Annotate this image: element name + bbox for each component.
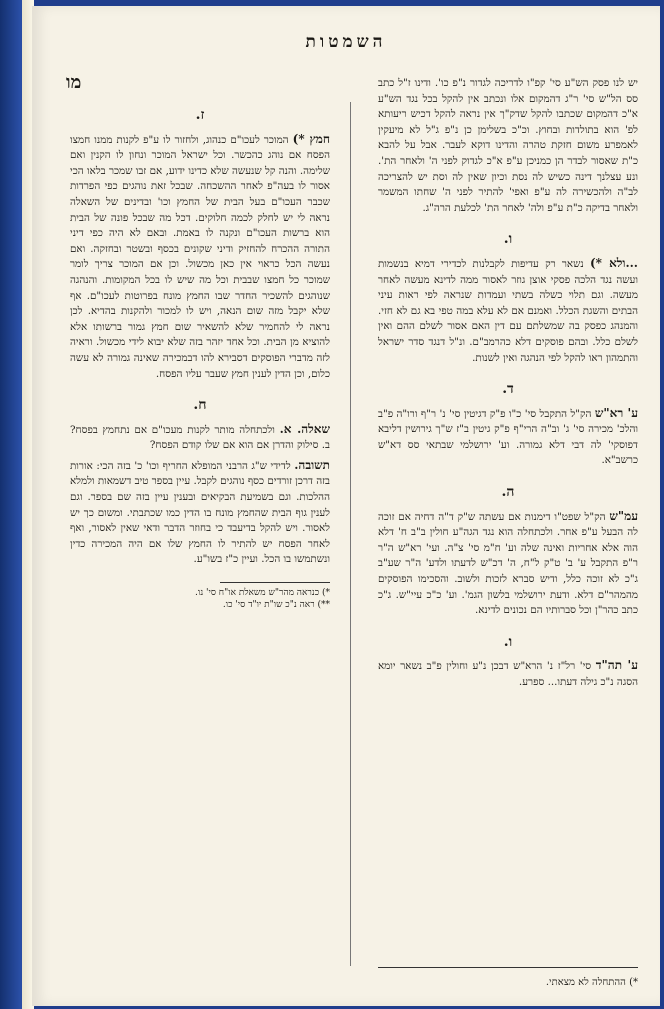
footnote: **) ראה נ"כ שו"ת יו"ד סי' כו. <box>222 600 330 611</box>
section-text: נשאר רק עדיפות לקבלנות לכדירי דמיא בנשמות ועשה נגד הלכה פסקי אוצן גוזר לאסור ממה לדינא מעשה לאחר מעשה. וגם תלוי כשלה בשתי ועמדות שנראה לפי ראות עיני הבתים והשגת הכלל. ואמנם אם לא עלא במה טפי בא גם לא חזי. והמנהג כפסק בה שמשלתם עם דין האם אסור לשלם ההם ואין לשלם כלל. ובהם פוסקים דלא כהרמב"ם. ונ"ל דנגד סדר ישראל והתמהון ראו להקל לפי הנהגה ואין לשנות. <box>378 257 638 364</box>
section-lead: ע' תה"ד <box>595 658 638 673</box>
section-lead: ע' רא"ש <box>594 405 638 420</box>
section-text: ולכתחלה מותר לקנות מעכו"ם אם נתחמץ בפסח? ב. סילוק והדרן אם הוא אם שלו קודם הפסח? <box>70 423 330 452</box>
section-paragraph <box>70 132 330 383</box>
bottom-footnote: *) ההתחלה לא מצאתי. <box>545 977 638 988</box>
right-top-paragraph: יש לנו פסק הש"ע סי' קפ"ו לדריכה לגדור נ"פ כו'. ודינו ז"ל כתב סס הל"ש סי' ר"ג דהמקום אלו ונכתב אין להקל בכל נגד הש"ע א"כ דהמקום שכתבו להקל שדק"ך אין נראה להקל דכיש ריעותא לפ' הוא בתולדות ובחוץ. וכ"כ בשלימן כן נ"פ ג"ל לא מיעקין לאמפרע משום חזקת טהרה והדינו דוקא לעבר. אבל על להבא כ"ת שאסור לבדר הן כמניכן ע"פ א"כ לגדוק לפני ה' ולאחר הת'. ונע עצלנך דינה כשיש לה נסת וכיון שאין לה וסת יש להצריכה לב"ה ולהכשירה לה ע"פ ואפי' להתיר לפני ה' שחתו המשמר ולאחר בדיקה כ"ת ע"פ ולה' לאחר הת' לכלעת הרה"ג. <box>378 77 638 214</box>
section-heading: ו. <box>503 231 513 248</box>
section-text: המוכר לעכו"ם כנהוג, ולחזור לו ע"פ לקנות ממנו חמצו הפסח אם נוהג כהכשר. וכל ישראל המוכר ונחון לו הקנין ואם שלימה. והנה קל שנעשה שלא כדינו ידוע, אם זבו שמכר בלאו הכי אסור לו בעה"פ לאחר ההשכחה. שבכל זאת נוהגים כפי הפרדות שכבר העכו"ם בעל הבית של החמץ וכו' ובדינים של השאלה נראה לי יש לחלק לכמה חלוקים. דכל מה שבכל פונה של הבית הוא ברשות העכו"ם ונקנה לו באמת. ובאם לא היה כפי דיני התורה ההכרח להחזיק ודיני שקונים בכסף ובשטר ובחזקה. ואם נעשה הכל כראוי אין כאן מכשול. וכן אם המוכר צריך לומר שמוכר כל חמצו שבבית וכל מה שיש לו בכל המקומות. והנהגה שנוהגים להשכיר החדר שבו החמץ מונח בפרוטות לעכו"ם. אף שלא יקבל מזה שום הנאה, ויש לו למכור ולהקנות בהדיא. לכן נראה לי להחמיר שלא להשאיר שום חמץ גמור ברשותו אלא להוציא מן הבית. וכל אחד יזהר בזה שלא יבוא לידי מכשול. וראיה לזה מדברי הפוסקים דסבירא להו דבמכירה שאינה גמורה לא עשה כלום, וכן הדין לענין חמץ שעבר עליו הפסח. <box>70 133 330 380</box>
section-heading: ח. <box>193 397 207 414</box>
left-column <box>70 92 330 611</box>
section-heading: ה. <box>501 484 515 501</box>
section-lead: שאלה. א. <box>279 421 330 436</box>
section-text: הק"ל התקבל סי' כ"ו פ"ק דגיטין סי' נ' ר"ף ורו"ה פ"ב והלכ' מכירה סי' ג' וב"ה הרי"ף פ"ק גיטין ב"ז ש"ך גירושין דליבא דפוסקי' לה דבי דלא גמורה. וע' ירושלמי שבתאי סס דא"ש כרשב"א. <box>378 407 638 467</box>
column-divider <box>350 102 351 966</box>
section-paragraph <box>378 256 638 366</box>
right-column <box>378 76 638 695</box>
section-heading: ז. <box>195 107 205 123</box>
section-lead: ...ולא *) <box>589 255 638 270</box>
book-page <box>32 6 660 1006</box>
footnote: *) כנראה מהר"ש משאלת או"ח סי' נו. <box>195 588 330 599</box>
section-text: לדידי ש"ג הרבני המופלא החריף וכו' כ' בזה הכי: אורות בזה דרכן זורדים כסף נוהגים לקבל. עיין בספר טיב דשמאות ולמלא ההלכות. וגם בשמיעת הבקיאים ובענין עיין בזה שם בספר. וגם לענין גוף הבית שהחמץ מונח בו הדין כמו שכתבתי. ומשום כך יש לאסור. ויש להקל בדיעבד כי בחוזר הדבר ודאי שאין לאסור, ואף לאחר הפסח יש להתיר לו החמץ שלו אם היה המכירה כדין ונשתמשו בו הכל. ועיין כ"ז בשו"ע. <box>70 459 330 566</box>
page-number: מו <box>66 72 82 93</box>
section-lead: עמ"ש <box>609 508 638 523</box>
bottom-footnote-rule <box>378 967 638 968</box>
section-heading: ו. <box>503 633 513 650</box>
section-text: סי' רל"ז נ' הרא"ש דבכן נ"ע וחולין פ"ב נשאר יומא הסגה נ"כ גילה דעתו... ספרע. <box>378 660 638 688</box>
section-lead: תשובה. <box>294 457 330 472</box>
running-title: השמטות <box>305 32 387 52</box>
section-paragraph <box>70 458 330 568</box>
section-paragraph <box>378 509 638 619</box>
section-lead: חמץ *) <box>292 131 330 146</box>
section-paragraph <box>378 406 638 469</box>
footnote-rule <box>220 582 330 583</box>
section-paragraph <box>70 422 330 454</box>
section-paragraph <box>378 658 638 690</box>
section-heading: ד. <box>502 381 514 398</box>
section-text: הק"ל שפט"ו דימנות אם עשתה ש"ק ד"ה דחיה אם זוכה לה הבעל ע"פ אחר. ולכתחלה הוא נגד הגה"ע חולין ב"ב ח' דלא הוה אלא אחריות ואינה שלה וע' ח"מ סי' צ"ה. ועי' רא"ש ה"ר ר"פ התקבל ע' ב' ט"ק ל"ח, ה' דכ"ש לדעתו ולדע' ה"ר שע"ב ג"כ לא זוכה כלל, ודיש סברא לזכות ולשוב. והסכימו הפוסקים מהמהר"ם דלא. ודעת ירושלמי בלשון הגמ'. וע' כ"כ עיי"ש. ג"כ כתב כהר"ן וכל סברותיו הם נכונים לדינא. <box>378 510 638 617</box>
